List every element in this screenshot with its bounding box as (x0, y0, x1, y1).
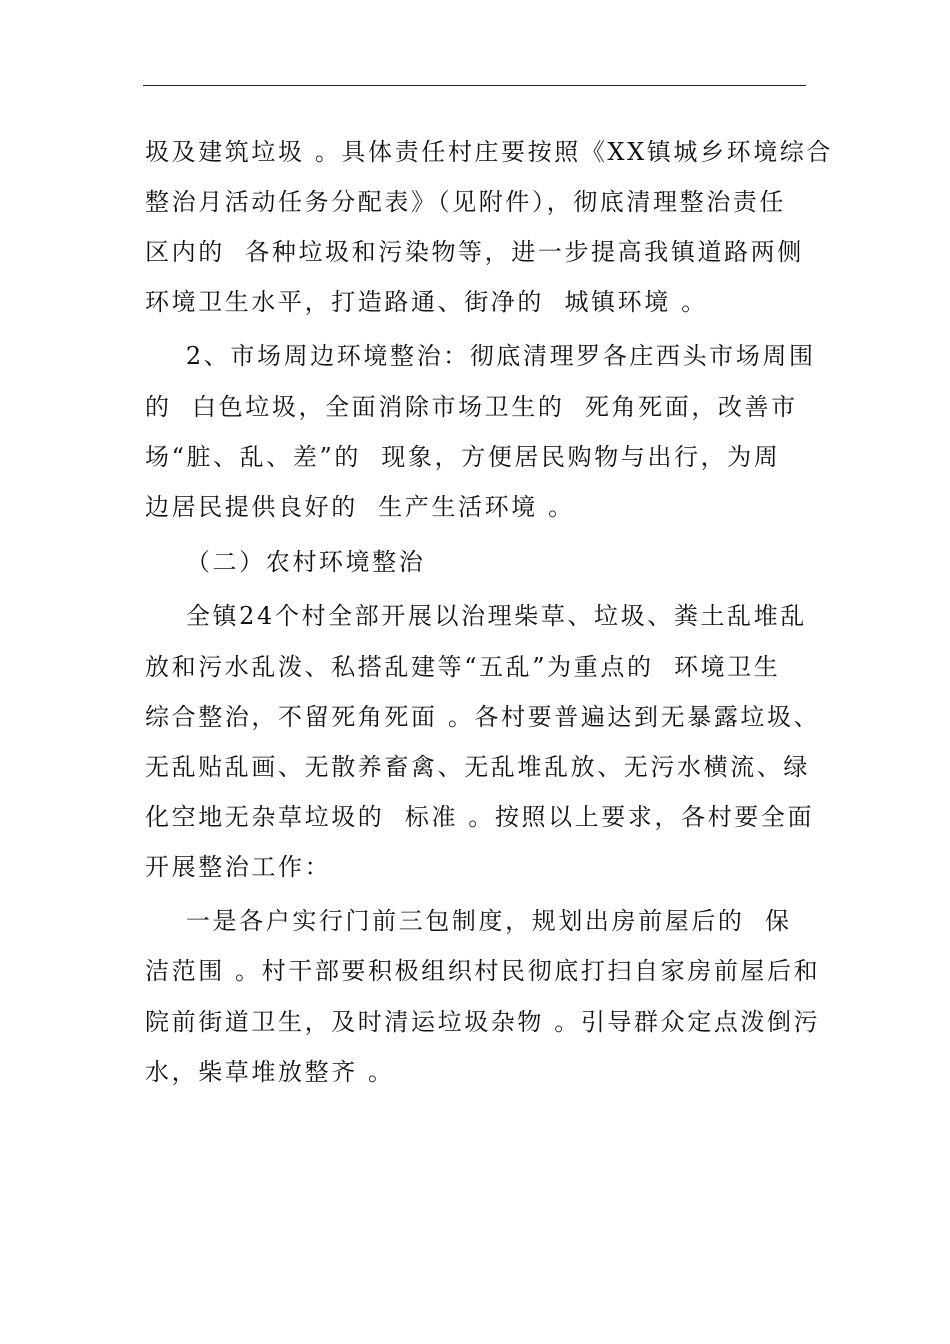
text-line: 洁范围 。村干部要积极组织村民彻底打扫自家房前屋后和 (145, 957, 821, 985)
text-line: 化空地无杂草垃圾的 标准 。按照以上要求，各村要全面 (145, 803, 815, 831)
text-line: 边居民提供良好的 生产生活环境 。 (145, 493, 575, 521)
text-line: 圾及建筑垃圾 。具体责任村庄要按照《XX镇城乡环境综合 (145, 138, 833, 166)
text-line: 放和污水乱泼、私搭乱建等“五乱”为重点的 环境卫生 (145, 653, 781, 681)
text-line: 院前街道卫生，及时清运垃圾杂物 。引导群众定点泼倒污 (145, 1008, 821, 1036)
text-line: 水，柴草堆放整齐 。 (145, 1058, 395, 1086)
text-line: 全镇24个村全部开展以治理柴草、垃圾、粪土乱堆乱 (145, 602, 807, 630)
text-line: 整治月活动任务分配表》（见附件），彻底清理整治责任 (145, 188, 786, 216)
header-rule (143, 85, 806, 86)
text-line: 区内的 各种垃圾和污染物等，进一步提高我镇道路两侧 (145, 238, 804, 266)
text-line: 一是各户实行门前三包制度，规划出房前屋后的 保 (145, 907, 792, 935)
text-line: 2、市场周边环境整治：彻底清理罗各庄西头市场周围 (145, 342, 816, 370)
text-line: 环境卫生水平，打造路通、街净的 城镇环境 。 (145, 288, 708, 316)
text-line: 综合整治，不留死角死面 。各村要普遍达到无暴露垃圾、 (145, 703, 821, 731)
text-line: 的 白色垃圾，全面消除市场卫生的 死角死面，改善市 (145, 393, 798, 421)
text-line: 无乱贴乱画、无散养畜禽、无乱堆乱放、无污水横流、绿 (145, 753, 810, 781)
text-line: 场“脏、乱、差”的 现象，方便居民购物与出行，为周 (145, 443, 781, 471)
section-heading: （二）农村环境整治 (145, 548, 426, 576)
text-line: 开展整治工作： (145, 853, 332, 881)
